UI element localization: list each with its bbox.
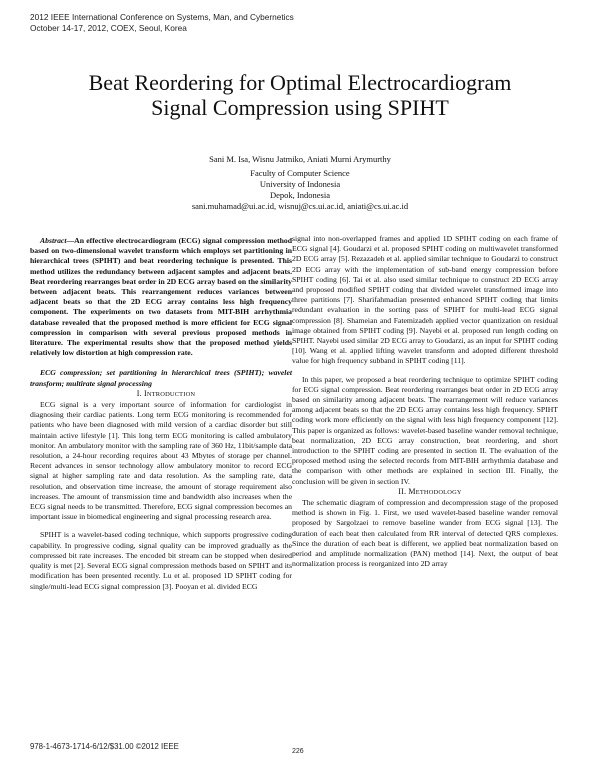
author-emails: sani.muhamad@ui.ac.id, wisnuj@cs.ui.ac.id, aniati@cs.ui.ac.id [191, 201, 409, 211]
affiliation [20, 168, 580, 212]
abstract-label: Abstract [40, 236, 67, 245]
university: University of Indonesia [259, 179, 341, 189]
section-heading-introduction [30, 389, 292, 400]
section-2-initial: M [408, 486, 416, 496]
city: Depok, Indonesia [270, 190, 330, 200]
title-line-2: Signal Compression using SPIHT [151, 95, 449, 120]
conference-name: 2012 IEEE International Conference on Systems, Man, and Cybernetics [30, 12, 294, 22]
title-line-1: Beat Reordering for Optimal Electrocardiogram [88, 70, 512, 95]
conference-header [30, 12, 294, 34]
conference-date-location: October 14-17, 2012, COEX, Seoul, Korea [30, 23, 187, 33]
section-2-numeral: II. [398, 486, 407, 496]
methodology-paragraph-1: The schematic diagram of compression and decompression stage of the proposed method is shown in Fig. 1. First, we used wavelet-based baseline wander removal proposed by Sargolzaei to remove baseline wander from ECG signal [13]. The duration of each beat then calculated from RR interval of detected QRS complexes. Since the duration of each beat is different, we applied beat normalization based on period and amplitude normalization (PAN) method [14]. Next, the output of beat normalization process is reorganized into 2D array [292, 498, 558, 569]
section-1-title-rest: NTRODUCTION [146, 390, 196, 398]
intro-paragraph-1: ECG signal is a very important source of information for cardiologist in diagnosing their cardiac patients. Long term ECG monitoring is recommended for patients who have been diagnosed with mild version of a cardiac disorder but still maintain active lifestyle [1]. This long term ECG monitoring is called ambulatory monitor. An ambulatory monitor with the sampling rate of 360 Hz, 11bit/sample data resolution, a 24-hour recording requires about 43 Mbytes of storage per channel. Recent advances in sensor technology allow ambulatory monitor to record ECG signal at higher sampling rate and data resolution. As the sampling rate, data resolution, and observation time increase, the amount of storage requirement also increases. The amount of transmission time and bandwidth also increases when the ECG signal needs to be transmitted. Therefore, ECG signal compression becomes an important issue in biomedical engineering and signal processing research area. [30, 400, 292, 522]
left-column [30, 236, 292, 592]
intro-paragraph-2: SPIHT is a wavelet-based coding technique, which supports progressive coding capability. In progressive coding, signal quality can be improved gradually as the compressed bit rate increases. The encoded bit stream can be stopped when desired quality is met [2]. Several ECG signal compression methods based on SPIHT and its modification has been presented recently. Lu et al. proposed 1D SPIHT coding for single/multi-lead ECG signal compression [3]. Pooyan et al. divided ECG [30, 530, 292, 591]
right-column [292, 234, 558, 570]
keywords: ECG compression; set partitioning in hierarchical trees (SPIHT); wavelet transform; multirate signal processing [30, 368, 292, 388]
faculty: Faculty of Computer Science [250, 168, 350, 178]
section-2-title-rest: ETHODOLOGY [415, 488, 462, 496]
page-number: 226 [292, 748, 304, 755]
paper-title [20, 70, 580, 120]
abstract [30, 236, 292, 358]
section-heading-methodology [292, 487, 558, 498]
abstract-text: An effective electrocardiogram (ECG) signal compression method based on two-dimensional wavelet transform which employs set partitioning in hierarchical trees (SPIHT) and beat reordering technique is presented. This method utilizes the redundancy between adjacent samples and adjacent beats. Beat reordering rearranges beat order in 2D ECG array based on the similarity between adjacent beats. This rearrangement reduces variances between adjacent beats so that the 2D ECG array contains less high frequency component. The experiments on two datasets from MIT-BIH arrhythmia database revealed that the proposed method is more efficient for ECG signal compression in comparison with several previous proposed methods in literature. The experimental results show that the proposed method yields relatively low distortion at high compression rate. [30, 236, 292, 358]
author-list: Sani M. Isa, Wisnu Jatmiko, Aniati Murni Arymurthy [209, 154, 391, 164]
section-1-initial: I [144, 388, 147, 398]
intro-paragraph-2-continued: signal into non-overlapped frames and applied 1D SPIHT coding on each frame of ECG signal [4]. Goudarzi et al. proposed SPIHT coding on multiwavelet transformed 2D ECG array [5]. Rezazadeh et al. applied similar technique to Goudarzi to construct 2D ECG array with the implementation of sub-band energy compression before SPIHT coding [6]. Tai et al. also used similar technique to construct 2D ECG array and proposed modified SPIHT coding that divided wavelet transformed image into three partitions [7]. Sharifahmadian presented enhanced SPIHT coding that limits redundant evaluation in the sorting pass of SPIHT for multi-lead ECG signal compression [8]. Shameian and Fatemizadeh applied vector quantization on residual image obtained from SPIHT coding [9]. Nayebi et al. proposed run length coding on SPIHT. Nayebi used similar 2D ECG array to Goudarzi, as an input for SPIHT coding [10]. Wang et al. applied lifting wavelet transform and adopted different threshold value for high frequency subband in SPIHT coding [11]. [292, 234, 558, 366]
abstract-dash: — [66, 236, 75, 245]
intro-paragraph-3: In this paper, we proposed a beat reordering technique to optimize SPIHT coding for ECG signal compression. Beat reordering rearranges beat order in 2D ECG array based on similarity among adjacent beats. The rearrangement will reduce variances among adjacent beats so that the 2D ECG array contains less high frequency. SPIHT coding work more efficiently on the signal with less high frequency component [12]. This paper is organized as follows: wavelet-based baseline wander removal technique, beat normalization, 2D ECG array construction, beat reordering, and short introduction to the SPIHT coding are presented in section II. The evaluation of the proposed method using the selected records from MIT-BIH arrhythmia database and the comparison with other methods are explained in section III. Finally, the conclusion will be given in section IV. [292, 374, 558, 486]
isbn-copyright: 978-1-4673-1714-6/12/$31.00 ©2012 IEEE [30, 742, 179, 751]
section-1-numeral: I. [136, 388, 142, 398]
